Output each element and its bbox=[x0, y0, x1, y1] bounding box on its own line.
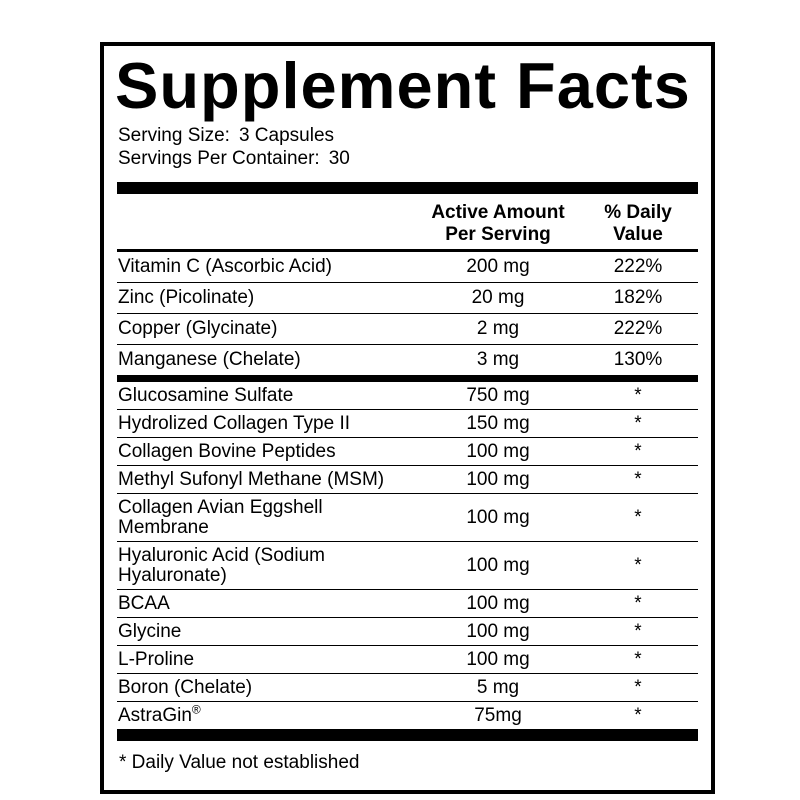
table-row bbox=[117, 542, 698, 590]
servings-per-container-label: Servings Per Container: bbox=[118, 148, 320, 169]
ingredient-amount: 150 mg bbox=[466, 413, 530, 434]
header-active-amount: Active Amount Per Serving bbox=[431, 202, 565, 245]
serving-size-line bbox=[118, 124, 698, 147]
ingredient-daily-value: * bbox=[634, 385, 642, 406]
divider-thick-bottom bbox=[117, 729, 698, 741]
ingredient-amount: 3 mg bbox=[476, 349, 520, 370]
ingredient-amount: 100 mg bbox=[466, 649, 530, 670]
ingredient-name: Hyaluronic Acid (Sodium Hyaluronate) bbox=[118, 545, 325, 586]
table-row bbox=[117, 283, 698, 314]
ingredient-daily-value: * bbox=[634, 507, 642, 528]
ingredient-amount: 100 mg bbox=[466, 621, 530, 642]
servings-per-container-line bbox=[118, 147, 698, 170]
ingredient-name: L-Proline bbox=[118, 649, 195, 670]
table-row bbox=[117, 494, 698, 542]
table-row bbox=[117, 674, 698, 702]
header-spacer bbox=[117, 202, 418, 246]
ingredient-daily-value: * bbox=[634, 649, 642, 670]
ingredient-daily-value: * bbox=[634, 705, 642, 726]
ingredient-name: BCAA bbox=[118, 593, 170, 614]
table-row bbox=[117, 252, 698, 283]
serving-size-value: 3 Capsules bbox=[238, 125, 335, 146]
divider-thick-top bbox=[117, 182, 698, 194]
table-row bbox=[117, 410, 698, 438]
ingredient-daily-value: * bbox=[634, 441, 642, 462]
ingredient-name: Glucosamine Sulfate bbox=[118, 385, 294, 406]
ingredient-amount: 100 mg bbox=[466, 469, 530, 490]
table-row bbox=[117, 702, 698, 729]
table-row bbox=[117, 466, 698, 494]
ingredient-daily-value: 182% bbox=[613, 287, 663, 308]
ingredient-amount: 20 mg bbox=[471, 287, 525, 308]
ingredient-name: Glycine bbox=[118, 621, 182, 642]
ingredient-daily-value: * bbox=[634, 469, 642, 490]
ingredient-name: Collagen Bovine Peptides bbox=[118, 441, 336, 462]
ingredient-name: Methyl Sufonyl Methane (MSM) bbox=[118, 469, 385, 490]
ingredient-name: Boron (Chelate) bbox=[118, 677, 253, 698]
ingredient-amount: 75mg bbox=[474, 705, 522, 726]
divider-medium bbox=[117, 375, 698, 382]
servings-per-container-value: 30 bbox=[328, 148, 350, 169]
ingredient-daily-value: * bbox=[634, 593, 642, 614]
ingredient-name: Copper (Glycinate) bbox=[118, 318, 278, 339]
ingredient-daily-value: 222% bbox=[613, 256, 663, 277]
supplement-facts-panel bbox=[100, 42, 715, 794]
table-row bbox=[117, 345, 698, 375]
serving-info bbox=[118, 124, 698, 170]
ingredient-daily-value: * bbox=[634, 555, 642, 576]
ingredient-daily-value: * bbox=[634, 621, 642, 642]
table-row bbox=[117, 438, 698, 466]
ingredient-name: AstraGin® bbox=[118, 702, 201, 726]
ingredient-amount: 100 mg bbox=[466, 593, 530, 614]
ingredient-daily-value: 130% bbox=[613, 349, 663, 370]
ingredient-amount: 100 mg bbox=[466, 507, 530, 528]
serving-size-label: Serving Size: bbox=[118, 125, 230, 146]
ingredient-daily-value: 222% bbox=[613, 318, 663, 339]
ingredient-name: Vitamin C (Ascorbic Acid) bbox=[118, 256, 332, 277]
ingredient-amount: 5 mg bbox=[476, 677, 520, 698]
ingredient-daily-value: * bbox=[634, 413, 642, 434]
ingredient-daily-value: * bbox=[634, 677, 642, 698]
daily-value-footnote: * Daily Value not established bbox=[119, 752, 360, 773]
table-header-row bbox=[117, 194, 698, 252]
ingredient-name: Collagen Avian Eggshell Membrane bbox=[118, 497, 323, 538]
ingredient-amount: 2 mg bbox=[476, 318, 520, 339]
ingredient-amount: 750 mg bbox=[466, 385, 530, 406]
table-row bbox=[117, 382, 698, 410]
table-row bbox=[117, 618, 698, 646]
ingredient-name: Hydrolized Collagen Type II bbox=[118, 413, 350, 434]
ingredient-name: Zinc (Picolinate) bbox=[118, 287, 255, 308]
ingredient-amount: 100 mg bbox=[466, 555, 530, 576]
ingredient-amount: 200 mg bbox=[466, 256, 530, 277]
table-row bbox=[117, 314, 698, 345]
page-title: Supplement Facts bbox=[115, 49, 691, 122]
registered-trademark-symbol: ® bbox=[191, 702, 201, 717]
ingredient-amount: 100 mg bbox=[466, 441, 530, 462]
table-row bbox=[117, 646, 698, 674]
header-daily-value: % Daily Value bbox=[604, 202, 672, 245]
ingredient-name: Manganese (Chelate) bbox=[118, 349, 301, 370]
table-row bbox=[117, 590, 698, 618]
